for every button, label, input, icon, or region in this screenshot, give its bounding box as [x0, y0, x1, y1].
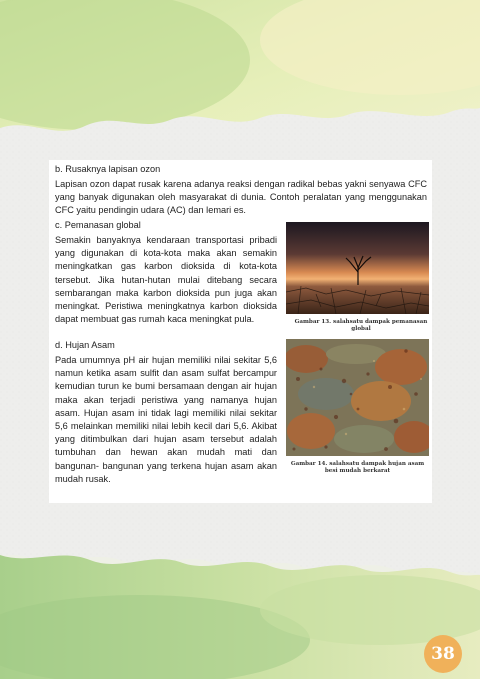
section-body-global-warming: Semakin banyaknya kendaraan transportasi pribadi yang digunakan di kota-kota maka akan semakin meningkatkan gas karbon dioksida di kota-kota tersebut. Jika hutan-hutan mulai ditebang secara sembarangan maka karbon dioksida pun juga akan meningkat. Peristiwa meningkatnya karbon dioksida dapat membuat gas rumah kaca meningkat pula.: [55, 235, 277, 325]
section-heading-ozone: b. Rusaknya lapisan ozon: [55, 164, 161, 174]
figure-13-caption: Gambar 13. salahsatu dampak pemanasan global: [294, 319, 428, 332]
section-body-acid-rain: Pada umumnya pH air hujan memiliki nilai sekitar 5,6 namun ketika asam sulfit dan asam sulfat bercampur kemudian turun ke bumi bersamaan dengan air hujan maka akan terjadi peristiwa yang namanya hujan asam. Hujan asam ini tidak lagi memiliki nilai sekitar 5,6 melainkan memiliki nilai lebih kecil dari 5,6. Akibat yang ditimbulkan dari hujan asam tersebut adalah tumbuhan dan hewan akan mudah mati dan bangunan- bangunan yang terkena hujan asam akan mudah rusak.: [55, 355, 277, 484]
page-number-badge: 38: [424, 635, 462, 673]
section-body-ozone: Lapisan ozon dapat rusak karena adanya reaksi dengan radikal bebas yakni senyawa CFC yang banyak digunakan oleh masyarakat di dunia. Contoh peralatan yang menggunakan CFC yaitu pendingin udara (AC) dan lemari es.: [55, 179, 427, 216]
global-warming-photo: [286, 222, 429, 314]
section-heading-global-warming: c. Pemanasan global: [55, 220, 141, 230]
figure-14-caption: Gambar 14. salahsatu dampak hujan asam besi mudah berkarat: [290, 461, 425, 474]
rusted-iron-photo: [286, 339, 429, 456]
section-heading-acid-rain: d. Hujan Asam: [55, 340, 115, 350]
